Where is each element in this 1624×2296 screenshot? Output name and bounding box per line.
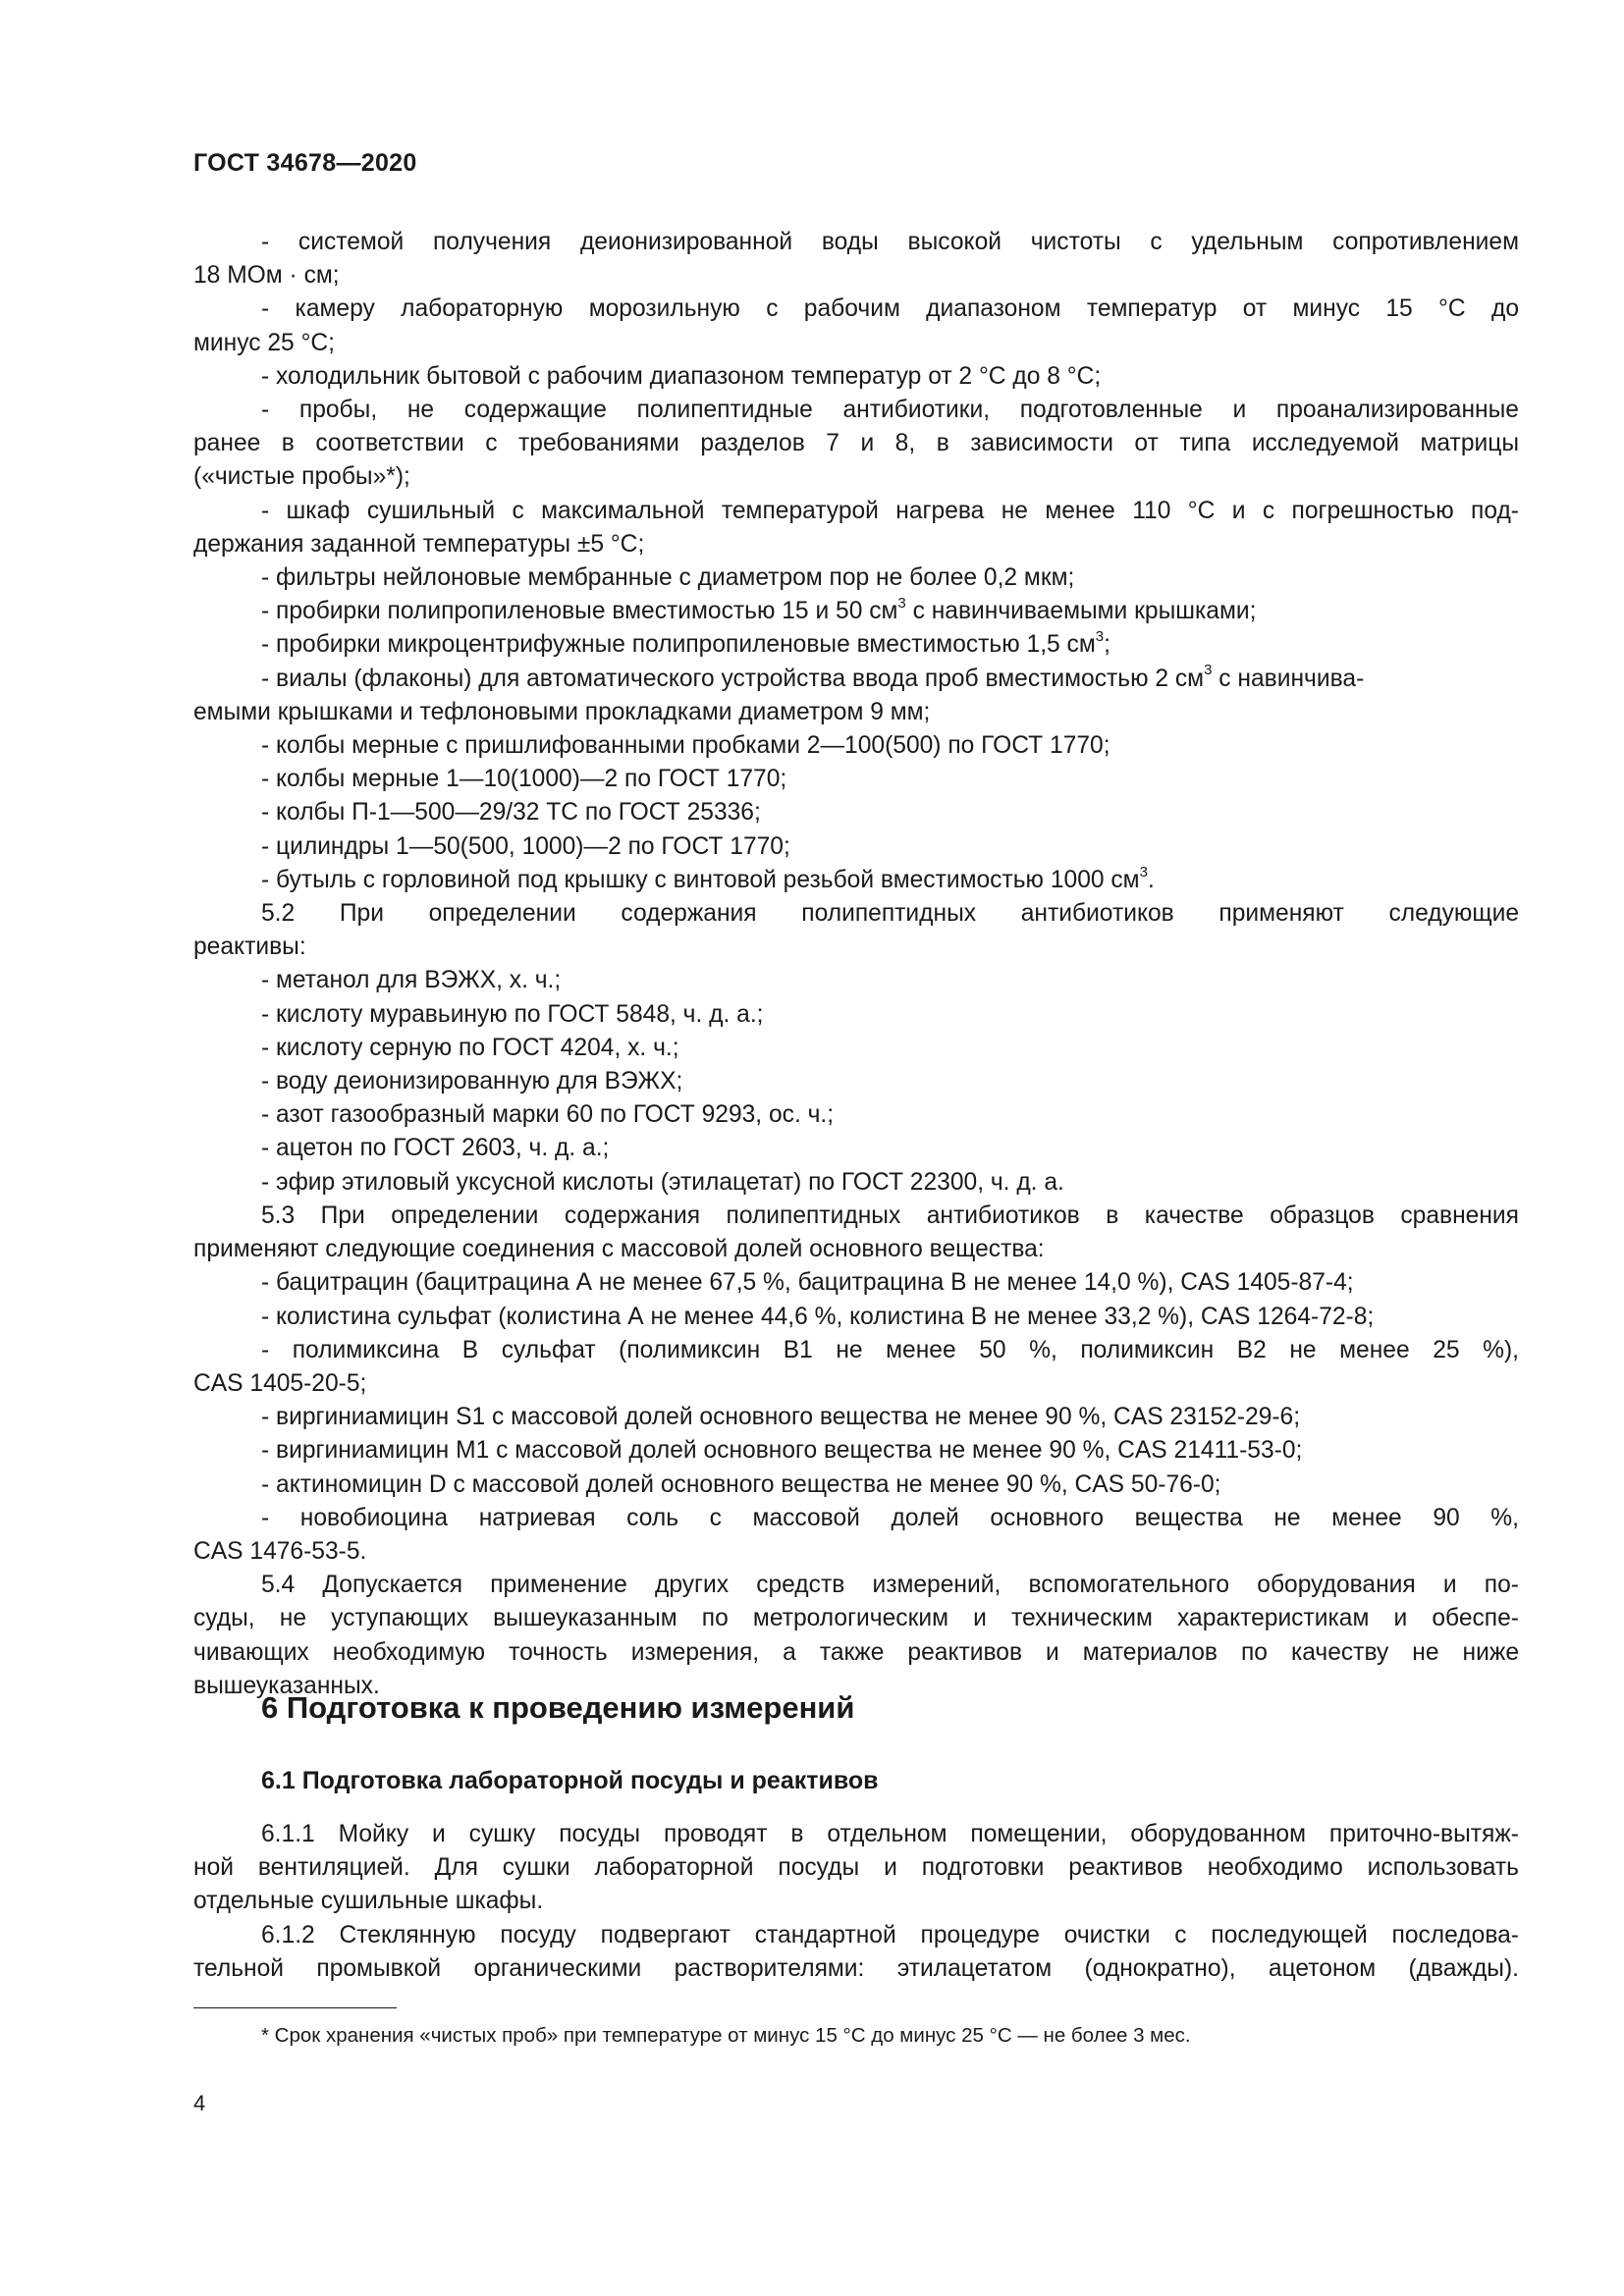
text-line: 5.3 При определении содержания полипептидных антибиотиков в качестве образцов сравнения — [261, 1201, 1519, 1229]
text-line: CAS 1405-20-5; — [193, 1369, 367, 1397]
superscript: 3 — [1095, 628, 1105, 646]
text-line: - холодильник бытовой с рабочим диапазоном температур от 2 °С до 8 °С; — [261, 362, 1102, 390]
footnote: * Срок хранения «чистых проб» при температуре от минус 15 °С до минус 25 °С — не более 3 мес. — [261, 2024, 1191, 2047]
text-line: - виргиниамицин М1 с массовой долей основного вещества не менее 90 %, CAS 21411-53-0; — [261, 1437, 1303, 1465]
text-line: - полимиксина В сульфат (полимиксин В1 не менее 50 %, полимиксин В2 не менее 25 %), — [261, 1336, 1519, 1363]
text-line: - цилиндры 1—50(500, 1000)—2 по ГОСТ 1770; — [261, 832, 790, 860]
text-line: - шкаф сушильный с максимальной температурой нагрева не менее 110 °С и с погрешностью под- — [261, 497, 1519, 524]
document-code-header: ГОСТ 34678—2020 — [193, 149, 417, 177]
text-line: отдельные сушильные шкафы. — [193, 1888, 544, 1915]
superscript: 3 — [897, 595, 906, 613]
section-6-text — [193, 1818, 1519, 1986]
text-line: - колбы П-1—500—29/32 ТС по ГОСТ 25336; — [261, 799, 761, 827]
text-segment: . — [1147, 866, 1155, 893]
text-line: - кислоту серную по ГОСТ 4204, х. ч.; — [261, 1034, 679, 1061]
text-line: - пробы, не содержащие полипептидные антибиотики, подготовленные и проанализированные — [261, 397, 1519, 424]
text-line: - камеру лабораторную морозильную с рабочим диапазоном температур от минус 15 °С до — [261, 295, 1519, 323]
text-segment: с навинчиваемыми крышками; — [905, 598, 1257, 625]
text-line — [193, 628, 1519, 662]
text-segment: ; — [1104, 631, 1110, 659]
text-line: ранее в соответствии с требованиями разделов 7 и 8, в зависимости от типа исследуемой матрицы — [193, 430, 1519, 457]
text-line — [193, 663, 1519, 696]
text-segment: - пробирки микроцентрифужные полипропиленовые вместимостью 1,5 см — [261, 631, 1096, 659]
superscript: 3 — [1139, 863, 1148, 881]
text-line: держания заданной температуры ±5 °С; — [193, 530, 645, 558]
text-segment: - виалы (флаконы) для автоматического устройства ввода проб вместимостью 2 см — [261, 665, 1205, 692]
text-line: тельной промывкой органическими растворителями: этилацетатом (однократно), ацетоном (дважды). — [193, 1954, 1519, 1982]
text-line: - колистина сульфат (колистина А не менее 44,6 %, колистина В не менее 33,2 %), CAS 1264-72-8; — [261, 1303, 1375, 1330]
text-line: - колбы мерные с пришлифованными пробками 2—100(500) по ГОСТ 1770; — [261, 732, 1110, 760]
text-line: - ацетон по ГОСТ 2603, ч. д. а.; — [261, 1135, 610, 1162]
text-line: - системой получения деионизированной воды высокой чистоты с удельным сопротивлением — [261, 229, 1519, 255]
text-line: реактивы: — [193, 934, 306, 961]
text-line: - эфир этиловый уксусной кислоты (этилацетат) по ГОСТ 22300, ч. д. а. — [261, 1168, 1064, 1196]
text-line: - новобиоцина натриевая соль с массовой долей основного вещества не менее 90 %, — [261, 1504, 1519, 1531]
text-line — [193, 864, 1519, 897]
text-line: («чистые пробы»*); — [193, 463, 410, 491]
text-line: 6.1.1 Мойку и сушку посуды проводят в отдельном помещении, оборудованном приточно-вытяж- — [261, 1821, 1519, 1847]
equipment-and-reagents-text — [193, 226, 1519, 1703]
text-segment: с навинчива- — [1212, 665, 1365, 692]
text-line — [193, 595, 1519, 628]
page-number: 4 — [193, 2091, 206, 2115]
text-line: ной вентиляцией. Для сушки лабораторной посуды и подготовки реактивов необходимо использовать — [193, 1854, 1519, 1882]
text-line: - метанол для ВЭЖХ, х. ч.; — [261, 967, 562, 994]
text-segment: - бутыль с горловиной под крышку с винтовой резьбой вместимостью 1000 см — [261, 866, 1140, 893]
text-line: - азот газообразный марки 60 по ГОСТ 9293, ос. ч.; — [261, 1101, 835, 1129]
text-line: - воду деионизированную для ВЭЖХ; — [261, 1068, 683, 1095]
text-line: 5.2 При определении содержания полипептидных антибиотиков применяют следующие — [261, 900, 1519, 928]
text-line: чивающих необходимую точность измерения, а также реактивов и материалов по качеству не ниже — [193, 1638, 1519, 1666]
superscript: 3 — [1204, 662, 1213, 679]
text-line: 6.1.2 Стеклянную посуду подвергают стандартной процедуре очистки с последующей последова- — [261, 1921, 1519, 1949]
text-line: минус 25 °С; — [193, 329, 335, 356]
text-line: - виргиниамицин S1 с массовой долей основного вещества не менее 90 %, CAS 23152-29-6; — [261, 1404, 1301, 1431]
text-line: - бацитрацин (бацитрацина А не менее 67,5 %, бацитрацина В не менее 14,0 %), CAS 1405-87-4; — [261, 1269, 1354, 1297]
text-line: - фильтры нейлоновые мембранные с диаметром пор не более 0,2 мкм; — [261, 564, 1075, 592]
text-line: CAS 1476-53-5. — [193, 1537, 367, 1565]
text-line: применяют следующие соединения с массовой долей основного вещества: — [193, 1236, 1045, 1263]
text-line: суды, не уступающих вышеуказанным по метрологическим и техническим характеристикам и обеспе- — [193, 1605, 1519, 1632]
text-line: 18 МОм · см; — [193, 262, 340, 290]
text-line: - колбы мерные 1—10(1000)—2 по ГОСТ 1770; — [261, 766, 787, 793]
text-line: емыми крышками и тефлоновыми прокладками диаметром 9 мм; — [193, 698, 931, 725]
subsection-title: 6.1 Подготовка лабораторной посуды и реактивов — [261, 1767, 879, 1794]
text-line: - кислоту муравьиную по ГОСТ 5848, ч. д. а.; — [261, 1000, 764, 1028]
text-line: вышеуказанных. — [193, 1672, 380, 1699]
section-title: 6 Подготовка к проведению измерений — [261, 1690, 855, 1725]
footnote-separator — [193, 2007, 397, 2008]
text-line: 5.4 Допускается применение других средств измерений, вспомогательного оборудования и по- — [261, 1572, 1519, 1599]
text-line: - актиномицин D с массовой долей основного вещества не менее 90 %, CAS 50-76-0; — [261, 1470, 1221, 1498]
text-segment: - пробирки полипропиленовые вместимостью 15 и 50 см — [261, 598, 898, 625]
